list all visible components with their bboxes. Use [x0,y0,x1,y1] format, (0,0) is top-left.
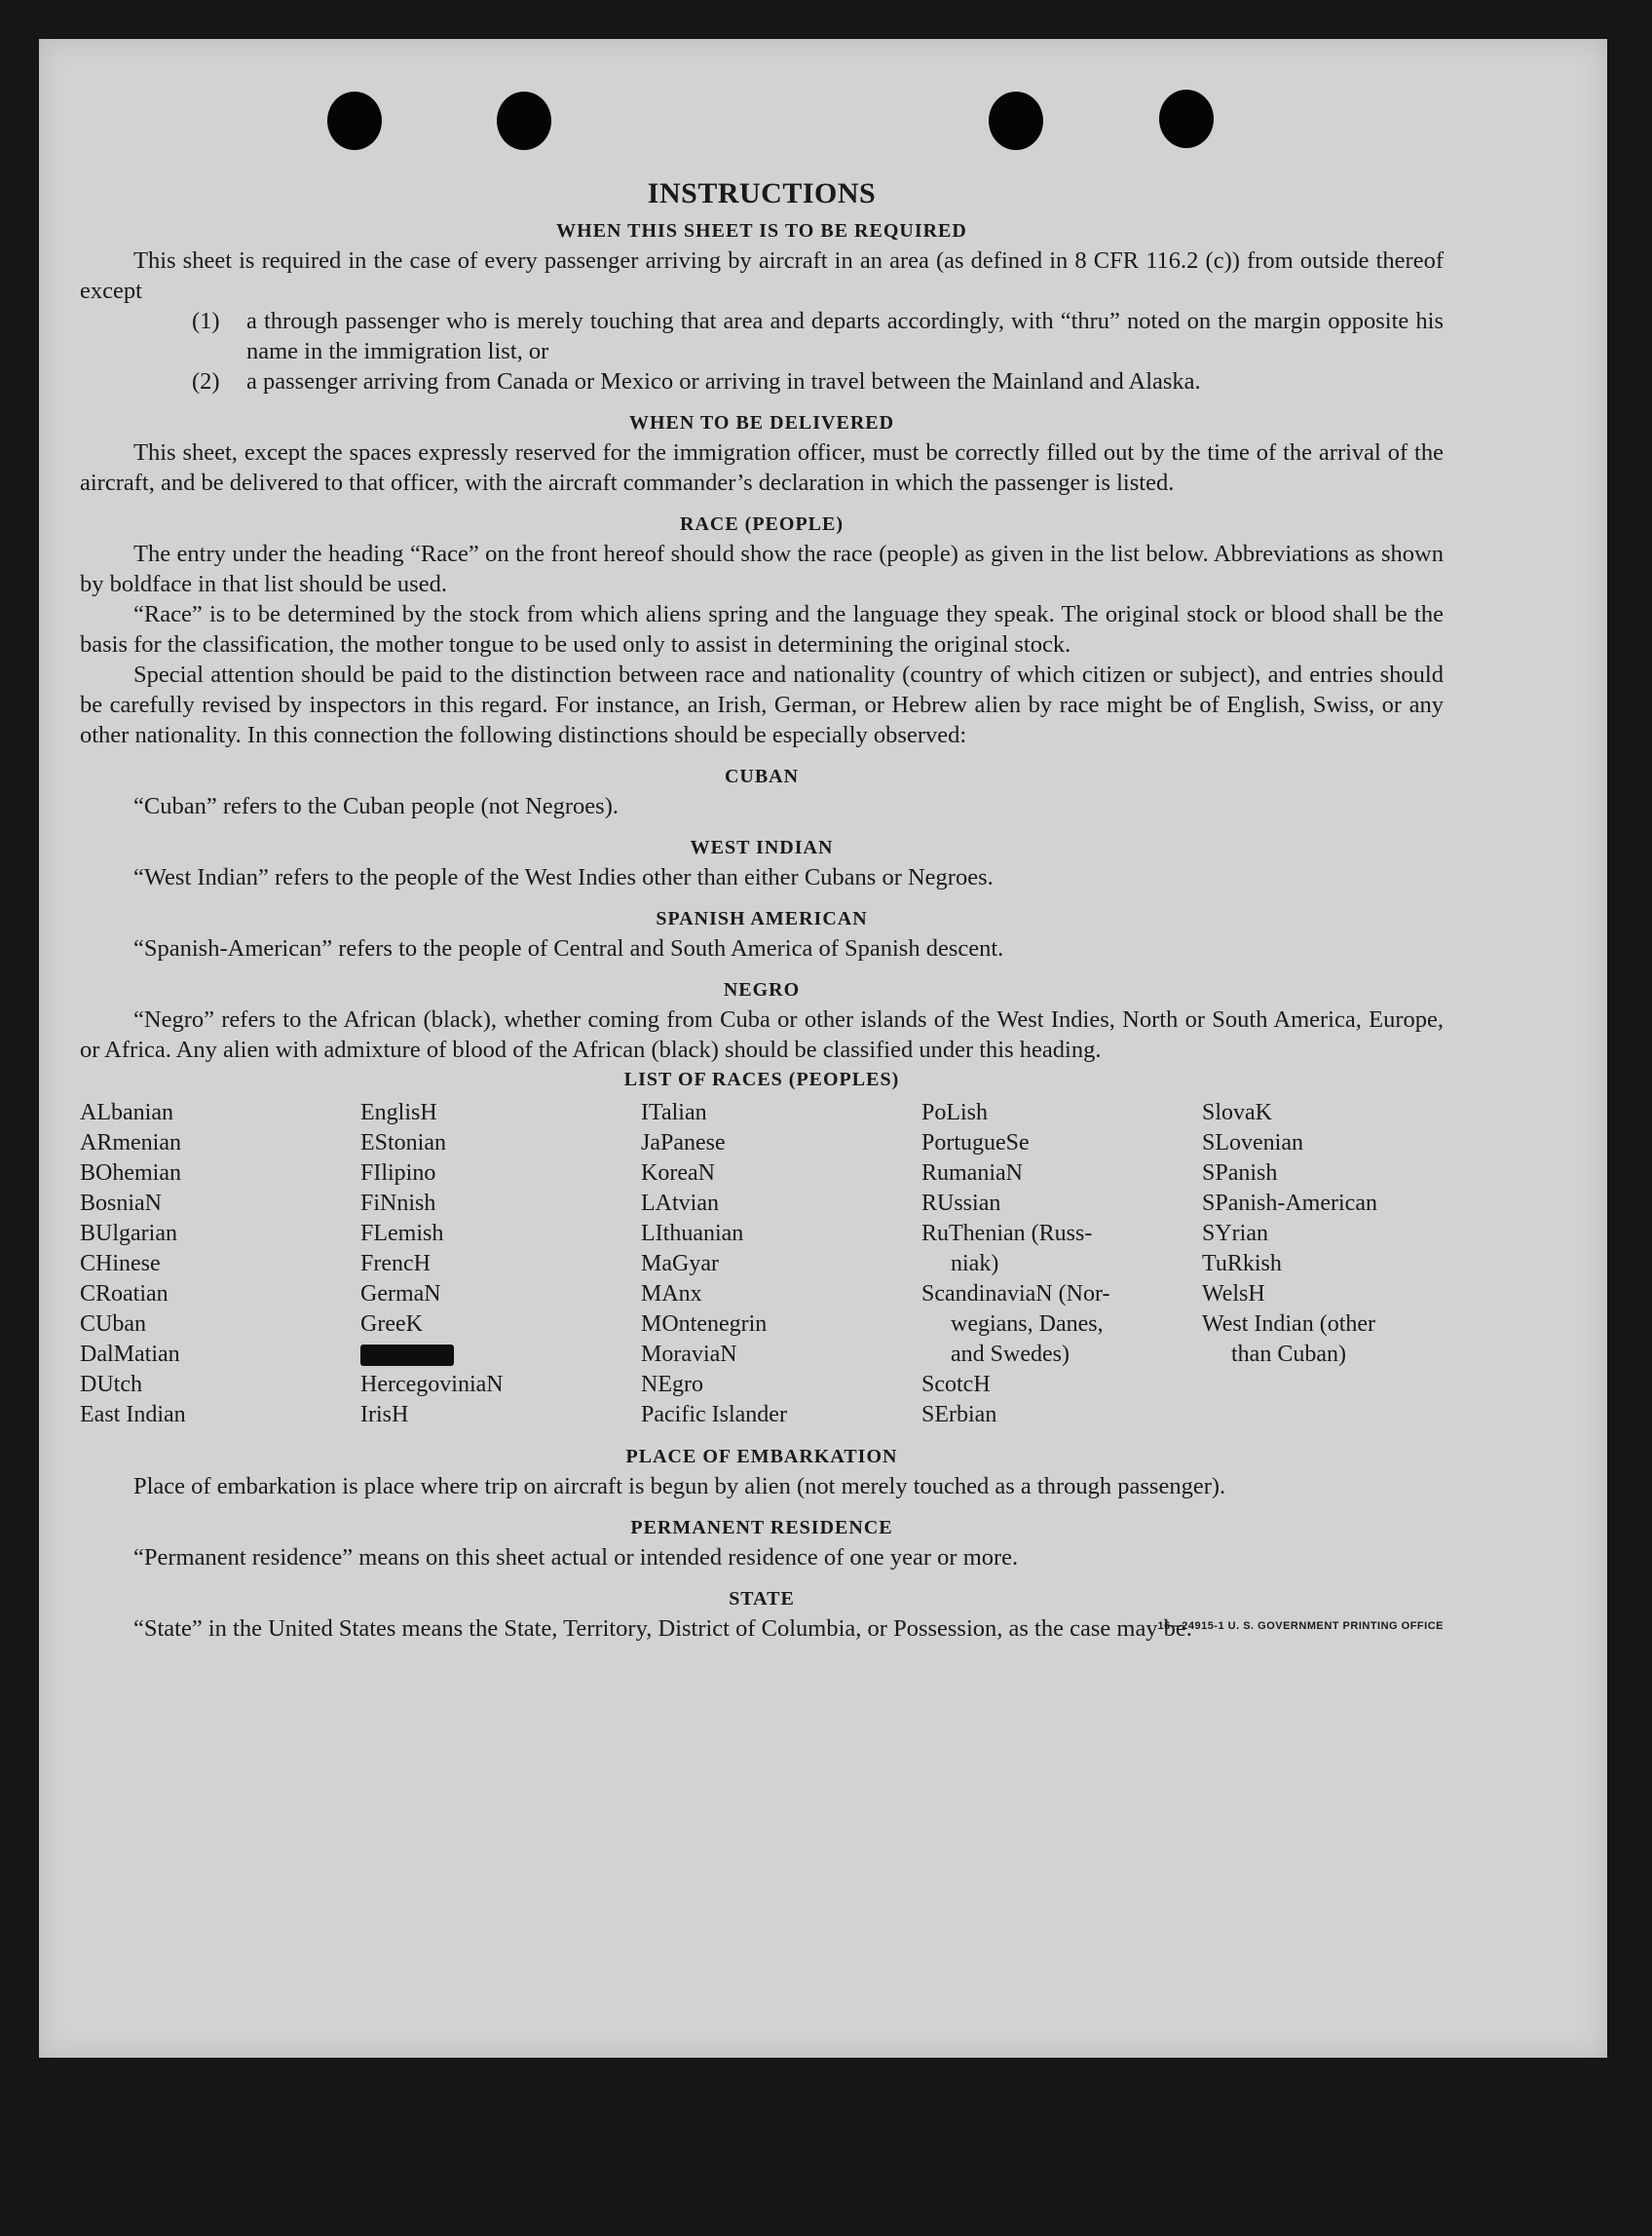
race-item: CUban [80,1311,146,1337]
race-column [360,1098,641,1430]
race-item: niak) [951,1251,999,1276]
race-item: wegians, Danes, [951,1311,1104,1337]
list-item [192,366,1444,397]
race-item: ITalian [641,1100,707,1125]
race-item: BUlgarian [80,1221,177,1246]
race-item: RuThenian (Russ- [921,1221,1093,1246]
race-column [1202,1098,1455,1430]
state-paragraph-block [80,1613,1444,1644]
race-item: GreeK [360,1311,423,1337]
race-item: SLovenian [1202,1130,1303,1156]
race-item: MAnx [641,1281,702,1307]
race-item: FiNnish [360,1191,436,1216]
race-item: West Indian (other [1202,1311,1376,1337]
document-sheet [39,39,1607,2058]
race-item: JaPanese [641,1130,726,1156]
paragraph: “State” in the United States means the State, Territory, District of Columbia, or Possession, as the case may be. [133,1615,1192,1642]
section-heading: WHEN THIS SHEET IS TO BE REQUIRED [556,220,967,242]
exceptions-list [192,306,1444,397]
paragraph: Special attention should be paid to the distinction between race and nationality (country of which citizen or subject), and entries should be carefully revised by inspectors in this regard. For instance, an Irish, German, or Hebrew alien by race might be of English, Swiss, or any other nationality. In this connection the following distinctions should be especially observed: [80,662,1444,748]
paragraph: “Negro” refers to the African (black), whether coming from Cuba or other islands of the West Indies, North or South America, Europe, or Africa. Any alien with admixture of blood of the African (black) should be classified under this heading. [80,1006,1444,1063]
paragraph: The entry under the heading “Race” on the front hereof should show the race (people) as given in the list below. Abbreviations as shown by boldface in that list should be used. [80,541,1444,597]
race-item: DalMatian [80,1342,180,1367]
race-item: ScotcH [921,1372,991,1397]
race-item: SYrian [1202,1221,1268,1246]
race-item: Pacific Islander [641,1402,787,1427]
race-item: LIthuanian [641,1221,744,1246]
race-item: MaGyar [641,1251,719,1276]
section-heading: NEGRO [723,979,801,1001]
race-item: ScandinaviaN (Nor- [921,1281,1110,1307]
section-heading: WEST INDIAN [690,837,834,858]
section-heading: WHEN TO BE DELIVERED [628,412,895,434]
punch-hole [327,92,382,150]
race-list [80,1098,1444,1430]
punch-hole [989,92,1043,150]
race-item: NEgro [641,1372,703,1397]
race-item: BOhemian [80,1160,181,1186]
race-item: SErbian [921,1402,997,1427]
race-item: RumaniaN [921,1160,1023,1186]
paragraph: “Cuban” refers to the Cuban people (not Negroes). [133,793,619,819]
race-item: ARmenian [80,1130,181,1156]
section-heading: CUBAN [724,766,800,787]
list-number: (2) [192,368,220,395]
race-item: FLemish [360,1221,444,1246]
section-heading: LIST OF RACES (PEOPLES) [623,1069,900,1090]
race-item: FIlipino [360,1160,436,1186]
race-item: DUtch [80,1372,142,1397]
paragraph: Place of embarkation is place where trip on aircraft is begun by alien (not merely touched as a through passenger). [133,1473,1226,1499]
race-item: MoraviaN [641,1342,737,1367]
paragraph: “West Indian” refers to the people of the West Indies other than either Cubans or Negroes. [133,864,994,891]
race-item: BosniaN [80,1191,162,1216]
race-item: LAtvian [641,1191,719,1216]
printer-imprint: 16—24915-1 U. S. GOVERNMENT PRINTING OFFICE [1157,1620,1444,1632]
race-item: TuRkish [1202,1251,1282,1276]
race-column [80,1098,360,1430]
race-item: PoLish [921,1100,989,1125]
punch-hole [1159,90,1214,148]
race-item: RUssian [921,1191,1001,1216]
paragraph: This sheet is required in the case of every passenger arriving by aircraft in an area (as defined in 8 CFR 116.2 (c)) from outside thereof except [80,247,1444,304]
race-item: GermaN [360,1281,441,1307]
paragraph: “Permanent residence” means on this sheet actual or intended residence of one year or more. [133,1544,1019,1571]
instructions-content [80,177,1444,1644]
race-column [921,1098,1202,1430]
race-item: EnglisH [360,1100,437,1125]
race-item: than Cuban) [1231,1342,1346,1367]
redaction-mark [360,1345,454,1366]
race-item: SlovaK [1202,1100,1272,1125]
list-item-text: a passenger arriving from Canada or Mexico or arriving in travel between the Mainland and Alaska. [246,368,1201,395]
paragraph: This sheet, except the spaces expressly reserved for the immigration officer, must be correctly filled out by the time of the arrival of the aircraft, and be delivered to that officer, with the aircraft commander’s declaration in which the passenger is listed. [80,439,1444,496]
race-item: ALbanian [80,1100,173,1125]
race-item: FrencH [360,1251,431,1276]
paragraph: “Race” is to be determined by the stock from which aliens spring and the language they speak. The original stock or blood shall be the basis for the classification, the mother tongue to be used only to assist in determining the original stock. [80,601,1444,658]
list-number: (1) [192,308,220,334]
page-title: INSTRUCTIONS [647,177,877,209]
race-item: EStonian [360,1130,446,1156]
race-item: SPanish [1202,1160,1278,1186]
section-heading: SPANISH AMERICAN [656,908,868,929]
race-item: PortugueSe [921,1130,1030,1156]
redacted-race-item [360,1340,641,1370]
race-item: WelsH [1202,1281,1265,1307]
race-item: SPanish-American [1202,1191,1377,1216]
race-item: IrisH [360,1402,409,1427]
race-item: and Swedes) [951,1342,1070,1367]
section-heading: STATE [729,1588,795,1610]
paragraph: “Spanish-American” refers to the people of Central and South America of Spanish descent. [133,935,1004,962]
race-item: KoreaN [641,1160,715,1186]
race-item: East Indian [80,1402,186,1427]
race-item: CHinese [80,1251,161,1276]
punch-hole [497,92,551,150]
section-heading: RACE (PEOPLE) [680,513,844,535]
race-column [641,1098,921,1430]
list-item-text: a through passenger who is merely touching that area and departs accordingly, with “thru” noted on the margin opposite his name in the immigration list, or [246,308,1444,364]
list-item [192,306,1444,366]
race-item: MOntenegrin [641,1311,768,1337]
race-item: HercegoviniaN [360,1372,504,1397]
race-item: CRoatian [80,1281,169,1307]
section-heading: PLACE OF EMBARKATION [625,1446,898,1467]
section-heading: PERMANENT RESIDENCE [630,1517,893,1538]
